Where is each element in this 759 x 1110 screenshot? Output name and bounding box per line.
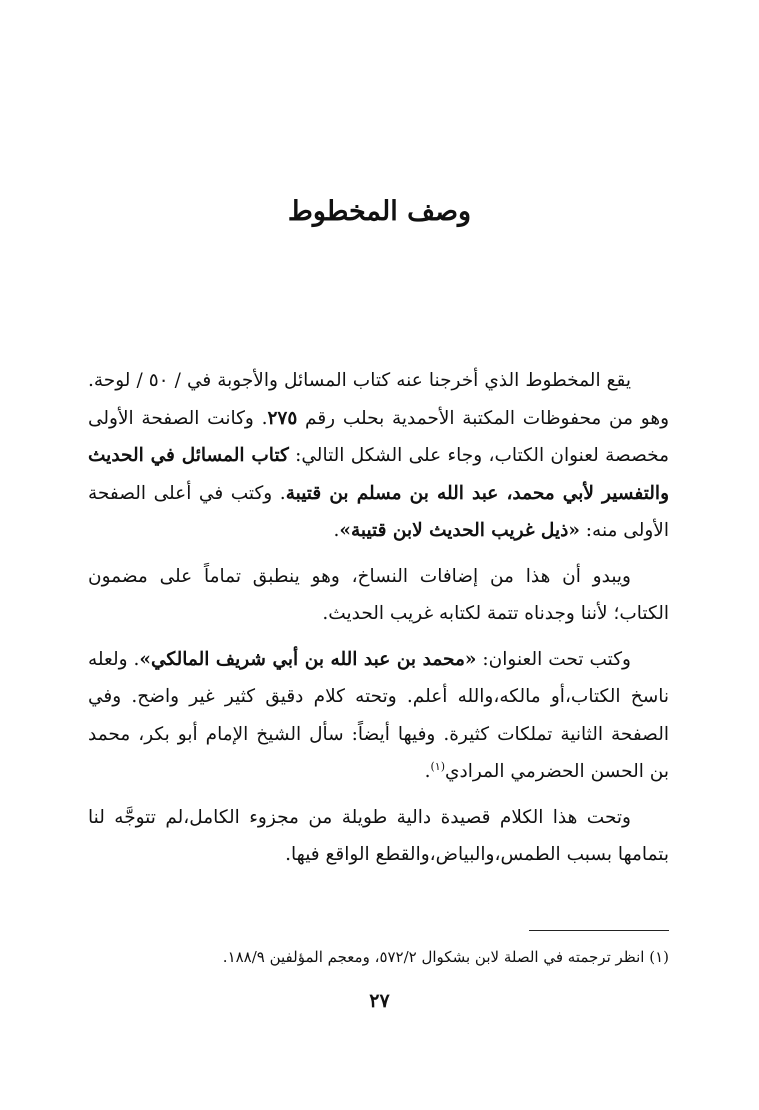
p3-owner-name: «محمد بن عبد الله بن أبي شريف المالكي» — [139, 648, 477, 670]
p1-header-note: «ذيل غريب الحديث لابن قتيبة» — [339, 520, 580, 541]
footnote: (١) انظر ترجمته في الصلة لابن بشكوال ٥٧٢/٢، ومعجم المؤلفين ١٨٨/٩. — [222, 948, 669, 966]
p1-text-3: . وكتب في أعلى الصفحة الأولى منه: — [88, 482, 669, 541]
footnote-reference[interactable]: (١) — [430, 759, 445, 773]
paragraph-2 — [88, 558, 669, 633]
paragraph-4 — [88, 799, 669, 874]
p1-book-title: كتاب المسائل في الحديث والتفسير لأبي محمد، عبد الله بن مسلم بن قتيبة — [88, 445, 670, 504]
footnote-divider — [529, 930, 669, 931]
body-text — [88, 362, 669, 882]
p3-text-2: . ولعله ناسخ الكتاب،أو مالكه،والله أعلم. وتحته كلام دقيق كثير غير واضح. وفي الصفحة الثانية تملكات كثيرة. وفيها أيضاً: سأل الشيخ الإمام أبو بكر، محمد بن الحسن الحضرمي المرادي — [88, 648, 669, 782]
p1-text-1: يقع المخطوط الذي أخرجنا عنه كتاب المسائل والأجوبة في / ٥٠ / لوحة. وهو من محفوظات المكتبة الأحمدية بحلب رقم — [88, 370, 670, 429]
paragraph-3 — [88, 641, 669, 791]
p1-manuscript-number: ٢٧٥ — [267, 407, 298, 429]
p1-text-4: . — [333, 520, 340, 541]
p3-text-3: . — [424, 761, 431, 782]
page-title: وصف المخطوط — [287, 196, 472, 227]
p4-text-1: وتحت هذا الكلام قصيدة دالية طويلة من مجزوء الكامل،لم تتوجَّه لنا بتمامها بسبب الطمس،والبياض،والقطع الواقع فيها. — [88, 806, 669, 865]
p3-text-1: وكتب تحت العنوان: — [476, 648, 631, 670]
p1-text-2: . وكانت الصفحة الأولى مخصصة لعنوان الكتاب، وجاء على الشكل التالي: — [88, 407, 669, 466]
p2-text-1: ويبدو أن هذا من إضافات النساخ، وهو ينطبق تماماً على مضمون الكتاب؛ لأننا وجدناه تتمة لكتابه غريب الحديث. — [88, 565, 669, 624]
paragraph-1 — [88, 362, 669, 550]
page-number: ٢٧ — [369, 990, 390, 1012]
